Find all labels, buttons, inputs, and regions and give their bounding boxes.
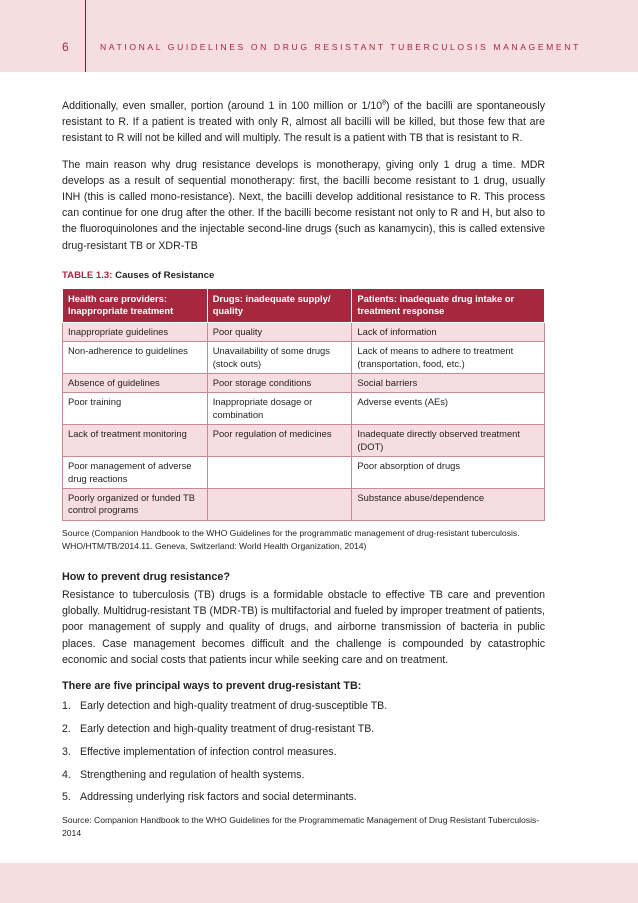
table-cell: Inadequate directly observed treatment (DOT): [352, 425, 545, 457]
causes-of-resistance-table: [62, 288, 545, 521]
table-cell: Social barriers: [352, 374, 545, 393]
table-row: [63, 488, 545, 520]
table-cell: Poor absorption of drugs: [352, 457, 545, 489]
intro-paragraph-1: [62, 98, 545, 147]
table-title: Causes of Resistance: [112, 269, 215, 281]
list-text: Strengthening and regulation of health systems.: [80, 768, 305, 781]
header-divider: [85, 0, 86, 72]
table-cell: Poor training: [63, 393, 208, 425]
prevention-list: [62, 698, 545, 805]
intro-paragraph-2: The main reason why drug resistance develops is monotherapy, giving only 1 drug a time. MDR develops as a result of sequential monotherapy: first, the bacilli become resistant to 1 drug, usually INH (this is called mono-resistance). Next, the bacilli develop additional resistance to R. This process can continue for one drug after the other. If the bacilli become resistant not only to R and H, but also to the fluoroquinolones and the injectable second-line drugs (such as kanamycin), this is called extensive drug-resistant TB or XDR-TB: [62, 158, 545, 252]
table-cell: Poor regulation of medicines: [207, 425, 352, 457]
table-row: [63, 425, 545, 457]
exponent: 8: [382, 99, 387, 107]
header-providers: Health care providers: Inappropriate treatment: [63, 289, 208, 323]
intro-p1-text: Additionally, even smaller, portion (around 1 in 100 million or 1/10: [62, 100, 383, 112]
list-text: Early detection and high-quality treatment of drug-resistant TB.: [80, 722, 375, 735]
page-content: [62, 98, 545, 840]
table-cell: Adverse events (AEs): [352, 393, 545, 425]
table-cell: Substance abuse/dependence: [352, 488, 545, 520]
table-cell: Poor quality: [207, 322, 352, 341]
table-row: [63, 393, 545, 425]
table-cell: Lack of treatment monitoring: [63, 425, 208, 457]
table-cell: [207, 457, 352, 489]
prevention-body: Resistance to tuberculosis (TB) drugs is a formidable obstacle to effective TB care and prevention globally. Multidrug-resistant TB (MDR-TB) is multifactorial and fueled by improper treatment of patients, poor management of supply and quality of drugs, and airborne transmission of bacteria in public places. Case management becomes difficult and the challenge is compounded by catastrophic economic and social costs that patients incur while seeking care and on treatment.: [62, 588, 545, 666]
footer-band: [0, 863, 638, 903]
list-number: 5.: [62, 791, 71, 804]
list-item: [62, 789, 545, 805]
list-number: 2.: [62, 722, 71, 735]
table-row: [63, 322, 545, 341]
list-text: Addressing underlying risk factors and social determinants.: [80, 791, 357, 804]
table-cell: Lack of information: [352, 322, 545, 341]
table-cell: Poor storage conditions: [207, 374, 352, 393]
intro-p1-text-cont: ) of the bacilli are spontaneously resistant to R. If a patient is treated with only R, almost all bacilli will be killed, but those few that are resistant to R will not be killed and will multiply. The result is a patient with TB that is resistant to R.: [62, 100, 545, 145]
table-source: Source (Companion Handbook to the WHO Guidelines for the programmatic management of drug-resistant tuberculosis. WHO/HTM/TB/2014.11. Geneva, Switzerland: World Health Organization, 2014): [62, 527, 520, 551]
table-cell: Absence of guidelines: [63, 374, 208, 393]
table-header-row: [63, 289, 545, 323]
table-label: TABLE 1.3:: [62, 269, 113, 281]
page-number: 6: [62, 40, 69, 54]
header-patients: Patients: inadequate drug intake or treatment response: [352, 289, 545, 323]
table-cell: Non-adherence to guidelines: [63, 342, 208, 374]
header-band: [0, 0, 638, 72]
table-cell: Unavailability of some drugs (stock outs): [207, 342, 352, 374]
table-row: [63, 374, 545, 393]
list-item: [62, 767, 545, 783]
table-cell: Inappropriate guidelines: [63, 322, 208, 341]
list-number: 1.: [62, 700, 71, 713]
table-cell: Poorly organized or funded TB control programs: [63, 488, 208, 520]
list-item: [62, 698, 545, 714]
prevention-heading: How to prevent drug resistance?: [62, 570, 230, 583]
table-cell: Lack of means to adhere to treatment (transportation, food, etc.): [352, 342, 545, 374]
list-text: Early detection and high-quality treatment of drug-susceptible TB.: [80, 700, 388, 713]
list-number: 3.: [62, 745, 71, 758]
list-heading: There are five principal ways to prevent drug-resistant TB:: [62, 679, 362, 692]
list-item: [62, 721, 545, 737]
table-cell: [207, 488, 352, 520]
list-number: 4.: [62, 768, 71, 781]
table-caption: [62, 268, 545, 284]
table-row: [63, 457, 545, 489]
header-drugs: Drugs: inadequate supply/ quality: [207, 289, 352, 323]
list-source: Source: Companion Handbook to the WHO Guidelines for the Programmematic Management of Drug Resistant Tuberculosis-2014: [62, 814, 540, 838]
table-cell: Inappropriate dosage or combination: [207, 393, 352, 425]
list-text: Effective implementation of infection control measures.: [80, 745, 337, 758]
table-cell: Poor management of adverse drug reactions: [63, 457, 208, 489]
running-head: NATIONAL GUIDELINES ON DRUG RESISTANT TUBERCULOSIS MANAGEMENT: [100, 42, 581, 52]
list-item: [62, 744, 545, 760]
table-row: [63, 342, 545, 374]
